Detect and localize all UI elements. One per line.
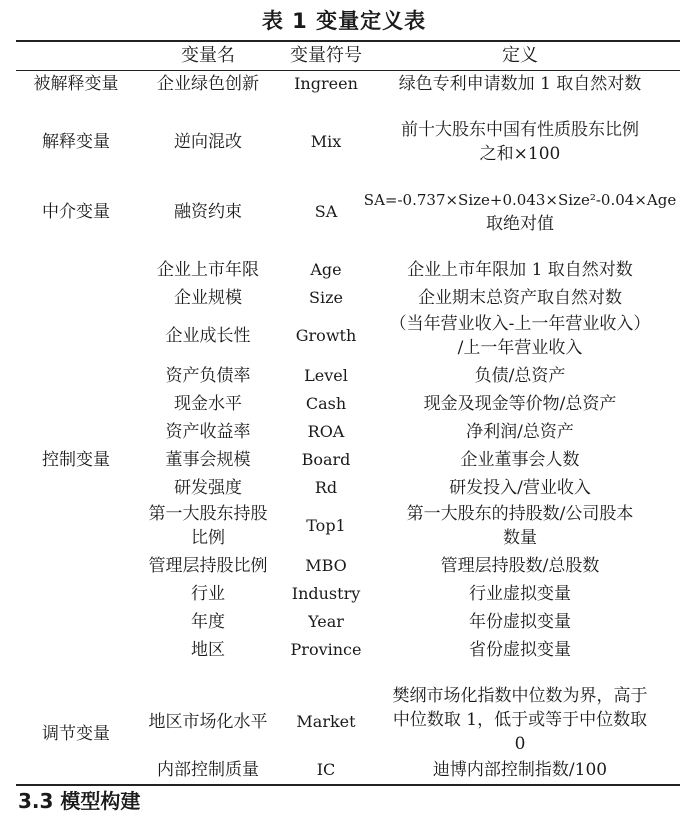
name-line: 第一大股东持股 xyxy=(148,504,268,524)
variable-name: 地区 xyxy=(191,640,225,660)
definition-line: /上一年营业收入 xyxy=(457,338,583,358)
variable-symbol: Rd xyxy=(314,478,338,497)
group-label-dependent: 被解释变量 xyxy=(33,74,119,94)
variable-definition: 企业上市年限加 1 取自然对数 xyxy=(407,260,633,280)
variable-name: 董事会规模 xyxy=(165,450,251,470)
variable-name: 融资约束 xyxy=(174,202,242,222)
variable-symbol: Market xyxy=(296,712,356,731)
definition-line: SA=-0.737×Size+0.043×Size²-0.04×Age xyxy=(363,191,677,209)
variable-name: 行业 xyxy=(191,584,225,604)
group-label-explanatory: 解释变量 xyxy=(42,132,110,152)
header-variable-name: 变量名 xyxy=(181,45,235,66)
variable-name: 企业上市年限 xyxy=(157,260,259,280)
bottom-rule xyxy=(16,784,680,786)
variable-definition: 负债/总资产 xyxy=(474,366,566,386)
variable-definition xyxy=(372,118,668,166)
definition-line: 数量 xyxy=(503,528,537,548)
header-definition: 定义 xyxy=(502,45,538,66)
variable-definition xyxy=(372,684,668,756)
variable-symbol: Top1 xyxy=(306,516,346,535)
variable-definition xyxy=(372,502,668,550)
variable-symbol: Ingreen xyxy=(294,74,358,93)
definition-line: 第一大股东的持股数/公司股本 xyxy=(406,504,634,524)
variable-definition: 企业董事会人数 xyxy=(460,450,580,470)
variable-symbol: Province xyxy=(290,640,362,659)
variable-name: 资产收益率 xyxy=(165,422,251,442)
variable-name: 资产负债率 xyxy=(165,366,251,386)
variable-definition xyxy=(372,312,668,360)
section-heading: 3.3 模型构建 xyxy=(18,789,141,813)
variable-definition: 研发投入/营业收入 xyxy=(449,478,591,498)
variable-symbol: Mix xyxy=(310,132,342,151)
variable-symbol: ROA xyxy=(307,422,345,441)
name-line: 比例 xyxy=(191,528,225,548)
variable-definition: 绿色专利申请数加 1 取自然对数 xyxy=(398,74,642,94)
variable-definition: 管理层持股数/总股数 xyxy=(440,556,600,576)
variable-definition: 年份虚拟变量 xyxy=(469,612,571,632)
variable-name xyxy=(128,502,288,550)
definition-line: 之和×100 xyxy=(479,144,561,164)
variable-symbol: Board xyxy=(301,450,351,469)
header-variable-type xyxy=(16,42,136,70)
header-variable-symbol: 变量符号 xyxy=(290,45,362,66)
variable-name: 地区市场化水平 xyxy=(148,712,268,732)
variable-name: 研发强度 xyxy=(174,478,242,498)
definition-line: 前十大股东中国有性质股东比例 xyxy=(401,120,639,140)
variable-symbol: IC xyxy=(316,760,336,779)
variable-definition: 企业期末总资产取自然对数 xyxy=(418,288,622,308)
variable-definition: 省份虚拟变量 xyxy=(469,640,571,660)
variable-symbol: Cash xyxy=(305,394,347,413)
variable-symbol: Year xyxy=(308,612,344,631)
variable-symbol: Size xyxy=(309,288,343,307)
variable-symbol: Growth xyxy=(295,326,357,345)
definition-line: 取绝对值 xyxy=(486,214,554,234)
variable-name: 企业成长性 xyxy=(165,326,251,346)
definition-line: 樊纲市场化指数中位数为界，高于 xyxy=(392,686,648,706)
definition-line: 中位数取 1，低于或等于中位数取 xyxy=(392,710,648,730)
group-label-control: 控制变量 xyxy=(42,450,110,470)
variable-name: 企业规模 xyxy=(174,288,242,308)
group-label-mediator: 中介变量 xyxy=(42,202,110,222)
variable-definition: 净利润/总资产 xyxy=(466,422,574,442)
variable-definition: 现金及现金等价物/总资产 xyxy=(423,394,617,414)
definition-line: 0 xyxy=(514,734,526,754)
variable-symbol: Level xyxy=(304,366,348,385)
variable-name: 管理层持股比例 xyxy=(148,556,268,576)
variable-definition xyxy=(363,188,677,236)
variable-name: 逆向混改 xyxy=(174,132,242,152)
variable-symbol: SA xyxy=(314,202,338,221)
variable-name: 内部控制质量 xyxy=(157,760,259,780)
definition-line: （当年营业收入-上一年营业收入） xyxy=(389,314,651,334)
variable-name: 企业绿色创新 xyxy=(157,74,259,94)
table-title: 表 1 变量定义表 xyxy=(261,9,427,33)
variable-definition: 迪博内部控制指数/100 xyxy=(432,760,608,780)
variable-name: 年度 xyxy=(191,612,225,632)
variable-symbol: MBO xyxy=(305,556,347,575)
variable-symbol: Industry xyxy=(291,584,361,603)
group-label-moderator: 调节变量 xyxy=(42,724,110,744)
variable-definition: 行业虚拟变量 xyxy=(469,584,571,604)
variable-name: 现金水平 xyxy=(174,394,242,414)
variable-symbol: Age xyxy=(310,260,342,279)
